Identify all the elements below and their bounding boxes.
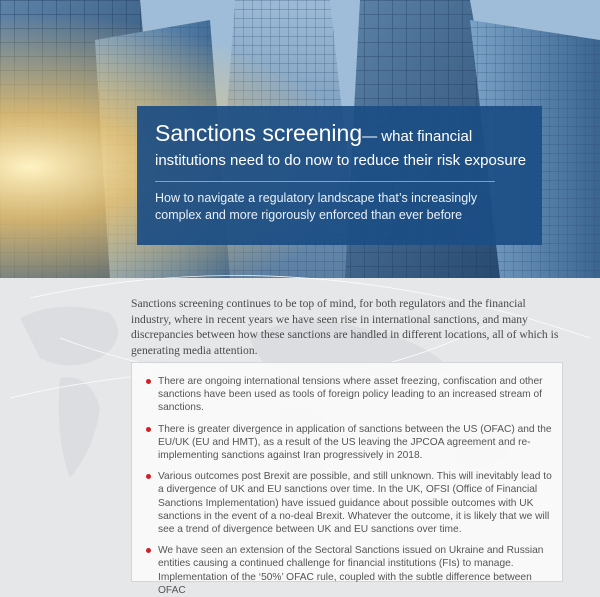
list-item: [146, 544, 552, 597]
title-subtitle: How to navigate a regulatory landscape that’s increasingly complex and more rigorously enforced than ever before: [155, 191, 478, 222]
bullet-list: [146, 375, 552, 597]
title-heading: [155, 120, 526, 150]
bullet-text: There are ongoing international tensions where asset freezing, confiscation and other sanctions have been used as tools of foreign policy leading to an increased stream of sanctions.: [158, 376, 543, 414]
bullet-panel: [131, 362, 563, 596]
bullet-text: Various outcomes post Brexit are possible, and still unknown. This will inevitably lead to a divergence of UK and EU sanctions over time. In the UK, OFSI (Office of Financial Sanctions Implementation) have issued guidance about possible outcomes with UK sanctions in the event of a no-deal Brexit. Whatever the outcome, it is likely that we will see a trend of divergence between UK and EU sanctions over time.: [158, 471, 552, 536]
hero-image: [0, 0, 600, 278]
title-line-two: institutions need to do now to reduce their risk exposure: [155, 152, 527, 169]
bullet-dot-icon: [146, 427, 151, 432]
intro-paragraph: Sanctions screening continues to be top of mind, for both regulators and the financial industry, where in recent years we have seen rise in international sanctions, and many discrepancies between how these sanctions are handled in different locations, all of which is generating media attention.: [131, 297, 559, 357]
list-item: [146, 470, 552, 536]
bullet-dot-icon: [146, 474, 151, 479]
bullet-dot-icon: [146, 379, 151, 384]
bullet-text: There is greater divergence in application of sanctions between the US (OFAC) and the EU/UK (EU and HMT), as a result of the US leaving the JPCOA agreement and re-implementing sanctions against Iran progressively in 2018.: [158, 423, 552, 462]
title-box: [137, 106, 542, 245]
bullet-dot-icon: [146, 548, 151, 553]
list-item: [146, 423, 552, 463]
title-dash-text: — what financial: [362, 128, 473, 145]
title-divider: [155, 181, 495, 182]
title-main: Sanctions screening: [155, 120, 363, 146]
list-item: [146, 375, 552, 415]
bullet-text: We have seen an extension of the Sectoral Sanctions issued on Ukraine and Russian entities causing a continued challenge for financial institutions (FIs) to manage. Implementation of the ‘50%’ OFAC rule, coupled with the subtle difference between OFAC: [158, 545, 544, 596]
